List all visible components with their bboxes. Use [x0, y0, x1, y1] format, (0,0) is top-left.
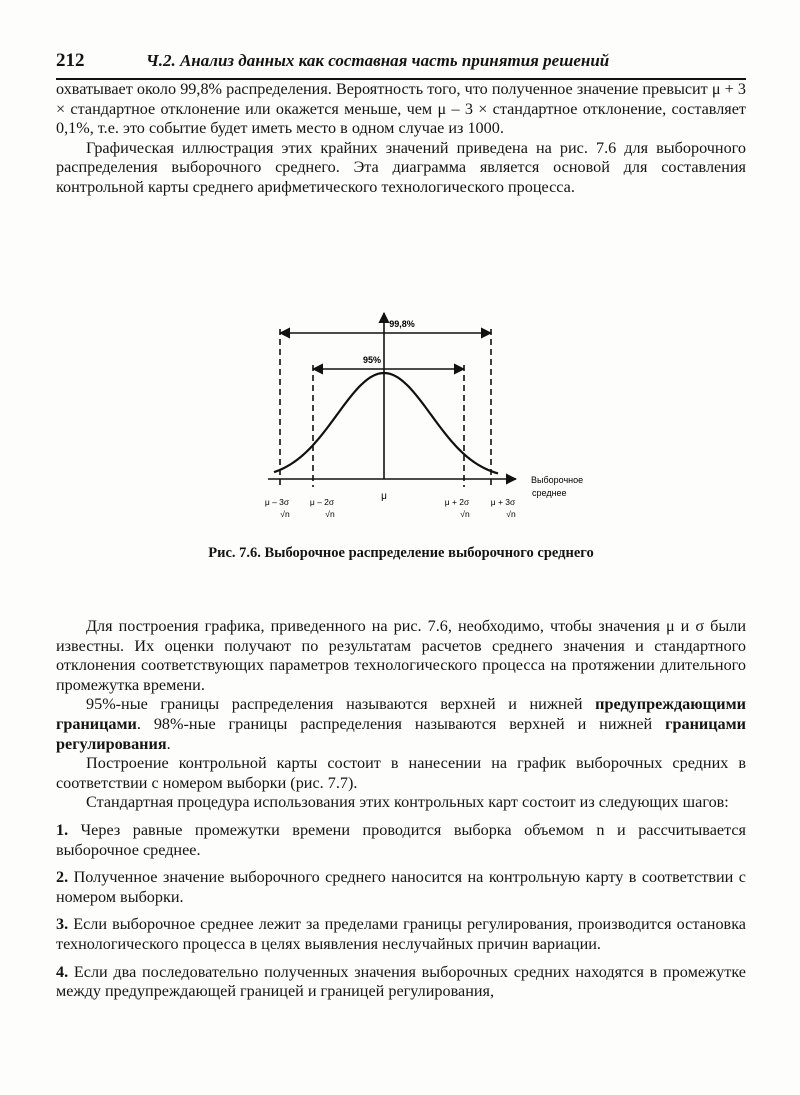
term-control-limits: границами регулирования [56, 714, 746, 753]
page-header [56, 50, 746, 80]
paragraph-5: Построение контрольной карты состоит в нанесении на график выборочных средних в соответствии с номером выборки (рис. 7.7). [56, 754, 746, 792]
tick-mu: μ [381, 491, 387, 502]
paragraph-6: Стандартная процедура использования этих контрольных карт состоит из следующих шагов: [86, 793, 729, 812]
tick-minus2-top: μ – 2σ [309, 497, 335, 507]
steps-list [56, 821, 746, 1002]
label-95: 95% [362, 355, 382, 365]
term-warning-limits: предупреждающими границами [56, 695, 746, 733]
document-page [56, 50, 746, 1001]
tick-plus2-top: μ + 2σ [444, 497, 470, 507]
step-3-text: Если выборочное среднее лежит за пределами границы регулирования, производится остановка технологического процесса в целях выявления неслучайных причин вариации. [56, 915, 746, 953]
step-2-text: Полученное значение выборочного среднего наносится на контрольную карту в соответствии с номером выборки. [56, 868, 746, 906]
figure-caption: Рис. 7.6. Выборочное распределение выборочного среднего [208, 545, 594, 561]
step-1-number: 1. [56, 820, 69, 839]
page-number: 212 [56, 50, 85, 71]
tick-minus3-top: μ – 3σ [264, 497, 290, 507]
paragraph-4-part-c: . [166, 734, 171, 753]
paragraph-1: охватывает около 99,8% распределения. Вероятность того, что полученное значение превысит μ + 3 × стандартное отклонение или окажется меньше, чем μ – 3 × стандартное отклонение, составляет 0,1%, т.е. это событие будет иметь место в одном случае из 1000. [56, 80, 746, 138]
tick-plus3-bottom: √n [506, 509, 516, 519]
tick-plus2-bottom: √n [460, 509, 470, 519]
step-4-text: Если два последовательно полученных значения выборочных средних находятся в промежутке между предупреждающей границей и границей регулирования, [56, 962, 746, 1001]
step-4 [56, 963, 746, 1002]
step-3-number: 3. [56, 915, 69, 934]
lower-text [56, 617, 746, 1002]
x-axis-label-line2: среднее [532, 488, 567, 498]
step-2 [56, 868, 746, 907]
paragraph-4-part-a: 95%-ные границы распределения называются верхней и нижней [86, 695, 596, 714]
distribution-diagram [56, 305, 746, 545]
step-2-number: 2. [56, 868, 69, 887]
paragraph-3: Для построения графика, приведенного на рис. 7.6, необходимо, чтобы значения μ и σ были известны. Их оценки получают по результатам расчетов среднего значения и стандартного отклонения соответствующих параметров технологического процесса на протяжении длительного промежутка времени. [56, 617, 746, 694]
tick-plus3-top: μ + 3σ [490, 497, 516, 507]
tick-minus2-bottom: √n [325, 509, 335, 519]
paragraph-4 [56, 695, 746, 754]
step-1 [56, 821, 746, 860]
figure-7-6 [56, 305, 746, 615]
tick-minus3-bottom: √n [280, 509, 290, 519]
step-3 [56, 915, 746, 954]
paragraph-2: Графическая иллюстрация этих крайних значений приведена на рис. 7.6 для выборочного распределения выборочного среднего. Эта диаграмма является основой для составления контрольной карты среднего арифметического технологического процесса. [56, 138, 746, 196]
paragraph-4-part-b: . 98%-ные границы распределения называются верхней и нижней [136, 714, 666, 733]
step-1-text: Через равные промежутки времени проводится выборка объемом n и рассчитывается выборочное среднее. [56, 820, 746, 859]
x-axis-label-line1: Выборочное [531, 475, 584, 485]
running-title: Ч.2. Анализ данных как составная часть принятия решений [146, 51, 610, 70]
step-4-number: 4. [56, 962, 69, 981]
label-998: 99,8% [389, 319, 415, 329]
